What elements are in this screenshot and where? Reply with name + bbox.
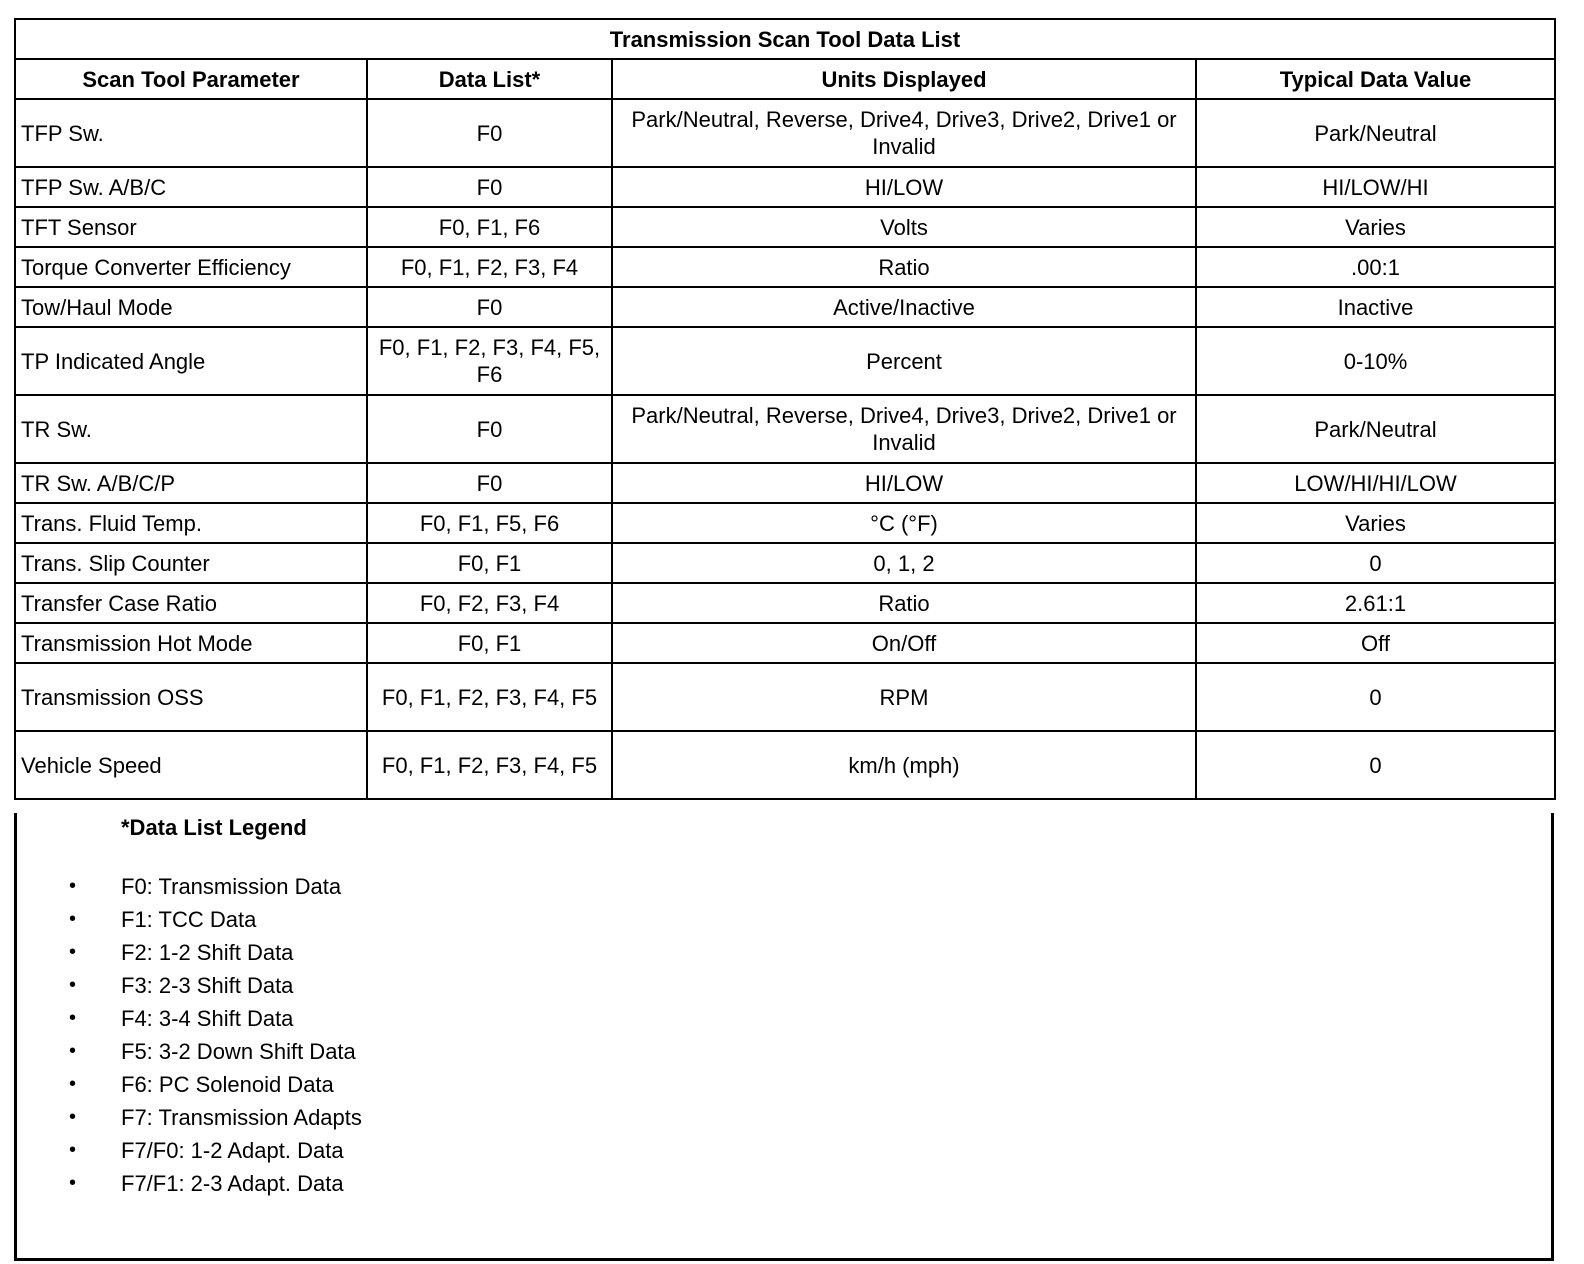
typical-value-cell: Park/Neutral	[1196, 395, 1555, 463]
parameter-cell: TFT Sensor	[15, 207, 367, 247]
list-item	[69, 1002, 362, 1035]
bullet-icon: •	[69, 974, 77, 996]
data-list-cell: F0, F1, F2, F3, F4, F5	[367, 731, 612, 799]
units-cell: HI/LOW	[612, 463, 1196, 503]
typical-value-cell: Varies	[1196, 503, 1555, 543]
bullet-icon: •	[69, 875, 77, 897]
list-item	[69, 870, 362, 903]
table-row	[15, 287, 1555, 327]
table-row	[15, 99, 1555, 167]
typical-value-cell: 0	[1196, 663, 1555, 731]
bullet-icon: •	[69, 1172, 77, 1194]
parameter-cell: TP Indicated Angle	[15, 327, 367, 395]
units-cell: Ratio	[612, 583, 1196, 623]
list-item	[69, 1068, 362, 1101]
legend-item-text: F5: 3-2 Down Shift Data	[121, 1039, 356, 1064]
legend-list	[69, 870, 362, 1200]
units-cell: °C (°F)	[612, 503, 1196, 543]
units-cell: Park/Neutral, Reverse, Drive4, Drive3, Drive2, Drive1 or Invalid	[612, 99, 1196, 167]
list-item	[69, 936, 362, 969]
units-cell: 0, 1, 2	[612, 543, 1196, 583]
typical-value-cell: 0	[1196, 543, 1555, 583]
bullet-icon: •	[69, 941, 77, 963]
units-cell: Active/Inactive	[612, 287, 1196, 327]
data-list-cell: F0, F1, F2, F3, F4, F5	[367, 663, 612, 731]
typical-value-cell: 0	[1196, 731, 1555, 799]
units-cell: Percent	[612, 327, 1196, 395]
legend-item-text: F3: 2-3 Shift Data	[121, 973, 294, 998]
parameter-cell: Trans. Slip Counter	[15, 543, 367, 583]
units-cell: On/Off	[612, 623, 1196, 663]
column-header-data-list: Data List*	[367, 59, 612, 99]
units-cell: Park/Neutral, Reverse, Drive4, Drive3, Drive2, Drive1 or Invalid	[612, 395, 1196, 463]
table-row	[15, 167, 1555, 207]
table-row	[15, 327, 1555, 395]
table-row	[15, 395, 1555, 463]
typical-value-cell: Off	[1196, 623, 1555, 663]
data-list-cell: F0	[367, 463, 612, 503]
units-cell: km/h (mph)	[612, 731, 1196, 799]
legend-item-text: F7/F0: 1-2 Adapt. Data	[121, 1138, 344, 1163]
table-row	[15, 463, 1555, 503]
data-list-cell: F0, F1	[367, 623, 612, 663]
table-row	[15, 663, 1555, 731]
data-list-cell: F0	[367, 99, 612, 167]
typical-value-cell: HI/LOW/HI	[1196, 167, 1555, 207]
legend-item-text: F7: Transmission Adapts	[121, 1105, 362, 1130]
legend-item-text: F1: TCC Data	[121, 907, 257, 932]
table-row	[15, 731, 1555, 799]
bullet-icon: •	[69, 1106, 77, 1128]
list-item	[69, 903, 362, 936]
parameter-cell: TFP Sw.	[15, 99, 367, 167]
typical-value-cell: LOW/HI/HI/LOW	[1196, 463, 1555, 503]
table-row	[15, 503, 1555, 543]
column-header-parameter: Scan Tool Parameter	[15, 59, 367, 99]
bullet-icon: •	[69, 1139, 77, 1161]
column-header-units: Units Displayed	[612, 59, 1196, 99]
typical-value-cell: Varies	[1196, 207, 1555, 247]
parameter-cell: Transmission OSS	[15, 663, 367, 731]
data-list-cell: F0, F2, F3, F4	[367, 583, 612, 623]
table-row	[15, 207, 1555, 247]
typical-value-cell: Park/Neutral	[1196, 99, 1555, 167]
list-item	[69, 1035, 362, 1068]
parameter-cell: TR Sw. A/B/C/P	[15, 463, 367, 503]
units-cell: HI/LOW	[612, 167, 1196, 207]
parameter-cell: TR Sw.	[15, 395, 367, 463]
data-list-cell: F0, F1, F6	[367, 207, 612, 247]
scan-tool-data-table	[14, 18, 1556, 800]
units-cell: RPM	[612, 663, 1196, 731]
list-item	[69, 969, 362, 1002]
typical-value-cell: Inactive	[1196, 287, 1555, 327]
bullet-icon: •	[69, 908, 77, 930]
typical-value-cell: .00:1	[1196, 247, 1555, 287]
legend-item-text: F6: PC Solenoid Data	[121, 1072, 334, 1097]
units-cell: Ratio	[612, 247, 1196, 287]
typical-value-cell: 2.61:1	[1196, 583, 1555, 623]
legend-item-text: F0: Transmission Data	[121, 874, 342, 899]
table-row	[15, 583, 1555, 623]
data-list-cell: F0, F1, F5, F6	[367, 503, 612, 543]
data-list-legend	[14, 813, 1554, 1261]
data-list-cell: F0, F1, F2, F3, F4	[367, 247, 612, 287]
table-row	[15, 623, 1555, 663]
legend-title: *Data List Legend	[121, 815, 307, 840]
table-row	[15, 247, 1555, 287]
parameter-cell: Torque Converter Efficiency	[15, 247, 367, 287]
table-row	[15, 543, 1555, 583]
list-item	[69, 1134, 362, 1167]
data-list-cell: F0, F1, F2, F3, F4, F5, F6	[367, 327, 612, 395]
legend-item-text: F4: 3-4 Shift Data	[121, 1006, 294, 1031]
typical-value-cell: 0-10%	[1196, 327, 1555, 395]
bullet-icon: •	[69, 1040, 77, 1062]
bullet-icon: •	[69, 1073, 77, 1095]
parameter-cell: Trans. Fluid Temp.	[15, 503, 367, 543]
data-list-cell: F0, F1	[367, 543, 612, 583]
legend-item-text: F7/F1: 2-3 Adapt. Data	[121, 1171, 344, 1196]
data-list-cell: F0	[367, 287, 612, 327]
data-list-cell: F0	[367, 395, 612, 463]
parameter-cell: Tow/Haul Mode	[15, 287, 367, 327]
list-item	[69, 1101, 362, 1134]
bullet-icon: •	[69, 1007, 77, 1029]
column-header-typical-value: Typical Data Value	[1196, 59, 1555, 99]
legend-item-text: F2: 1-2 Shift Data	[121, 940, 294, 965]
data-list-cell: F0	[367, 167, 612, 207]
list-item	[69, 1167, 362, 1200]
parameter-cell: Vehicle Speed	[15, 731, 367, 799]
parameter-cell: Transmission Hot Mode	[15, 623, 367, 663]
parameter-cell: TFP Sw. A/B/C	[15, 167, 367, 207]
units-cell: Volts	[612, 207, 1196, 247]
table-title: Transmission Scan Tool Data List	[15, 19, 1555, 59]
parameter-cell: Transfer Case Ratio	[15, 583, 367, 623]
